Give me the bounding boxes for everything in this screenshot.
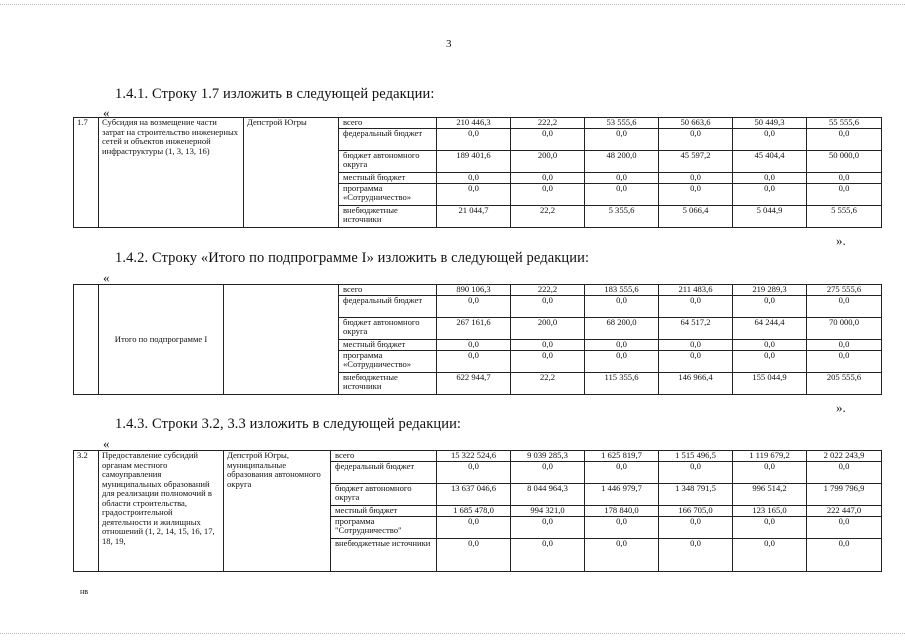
value-cell: 55 555,6 xyxy=(807,118,882,129)
value-cell: 0,0 xyxy=(437,350,511,372)
value-cell: 5 044,9 xyxy=(733,205,807,227)
value-cell: 0,0 xyxy=(807,339,882,350)
value-cell: 155 044,9 xyxy=(733,372,807,394)
value-cell: 0,0 xyxy=(659,538,733,571)
value-cell: 0,0 xyxy=(807,172,882,183)
funding-source: федеральный бюджет xyxy=(331,461,437,483)
value-cell: 50 449,3 xyxy=(733,118,807,129)
section-1-heading: 1.4.1. Строку 1.7 изложить в следующей редакции: xyxy=(115,86,435,102)
value-cell: 200,0 xyxy=(511,317,585,339)
value-cell: 0,0 xyxy=(511,350,585,372)
value-cell: 0,0 xyxy=(733,183,807,205)
value-cell: 13 637 046,6 xyxy=(437,483,511,505)
section-1-open-quote: « xyxy=(103,105,110,120)
funding-source: местный бюджет xyxy=(339,172,437,183)
value-cell: 22,2 xyxy=(511,205,585,227)
section-1-table xyxy=(73,117,882,228)
page-number: 3 xyxy=(446,38,452,50)
table-row xyxy=(74,118,882,129)
value-cell: 0,0 xyxy=(659,461,733,483)
value-cell: 0,0 xyxy=(659,183,733,205)
funding-source: бюджет автономного округа xyxy=(331,483,437,505)
value-cell: 0,0 xyxy=(585,128,659,150)
value-cell: 0,0 xyxy=(585,538,659,571)
value-cell: 146 966,4 xyxy=(659,372,733,394)
value-cell: 5 555,6 xyxy=(807,205,882,227)
value-cell: 0,0 xyxy=(437,295,511,317)
section-1-close-mark: ». xyxy=(836,233,846,248)
section-3-open-quote: « xyxy=(103,436,110,451)
value-cell: 2 022 243,9 xyxy=(807,451,882,462)
value-cell: 996 514,2 xyxy=(733,483,807,505)
value-cell: 0,0 xyxy=(807,128,882,150)
value-cell: 0,0 xyxy=(733,128,807,150)
value-cell: 1 625 819,7 xyxy=(585,451,659,462)
value-cell: 183 555,6 xyxy=(585,285,659,296)
value-cell: 15 322 524,6 xyxy=(437,451,511,462)
event-name: Субсидия на возмещение части затрат на строительство инженерных сетей и объектов инженерной инфраструктуры (1, 3, 13, 16) xyxy=(99,118,244,228)
value-cell: 1 515 496,5 xyxy=(659,451,733,462)
value-cell: 622 944,7 xyxy=(437,372,511,394)
funding-source: федеральный бюджет xyxy=(339,295,437,317)
table-row xyxy=(74,285,882,296)
value-cell: 0,0 xyxy=(807,516,882,538)
value-cell: 0,0 xyxy=(511,339,585,350)
value-cell: 1 799 796,9 xyxy=(807,483,882,505)
value-cell: 0,0 xyxy=(659,128,733,150)
value-cell: 222,2 xyxy=(511,118,585,129)
value-cell: 0,0 xyxy=(511,172,585,183)
value-cell: 890 106,3 xyxy=(437,285,511,296)
value-cell: 64 244,4 xyxy=(733,317,807,339)
value-cell: 0,0 xyxy=(659,339,733,350)
value-cell: 0,0 xyxy=(437,461,511,483)
section-3-table xyxy=(73,450,882,572)
executor-empty xyxy=(224,285,339,395)
funding-source: всего xyxy=(339,118,437,129)
value-cell: 48 200,0 xyxy=(585,150,659,172)
value-cell: 0,0 xyxy=(511,538,585,571)
value-cell: 0,0 xyxy=(437,128,511,150)
value-cell: 0,0 xyxy=(585,339,659,350)
funding-source: бюджет автономного округа xyxy=(339,317,437,339)
value-cell: 275 555,6 xyxy=(807,285,882,296)
funding-source: всего xyxy=(339,285,437,296)
section-2-table xyxy=(73,284,882,395)
value-cell: 70 000,0 xyxy=(807,317,882,339)
value-cell: 222 447,0 xyxy=(807,505,882,516)
value-cell: 200,0 xyxy=(511,150,585,172)
value-cell: 115 355,6 xyxy=(585,372,659,394)
value-cell: 0,0 xyxy=(511,295,585,317)
section-2-heading: 1.4.2. Строку «Итого по подпрограмме I» изложить в следующей редакции: xyxy=(115,250,590,266)
table-row xyxy=(74,451,882,462)
value-cell: 53 555,6 xyxy=(585,118,659,129)
value-cell: 0,0 xyxy=(659,172,733,183)
value-cell: 0,0 xyxy=(659,516,733,538)
value-cell: 68 200,0 xyxy=(585,317,659,339)
value-cell: 0,0 xyxy=(733,339,807,350)
value-cell: 0,0 xyxy=(733,295,807,317)
funding-source: программа "Сотрудничество" xyxy=(331,516,437,538)
funding-source: внебюджетные источники xyxy=(339,205,437,227)
value-cell: 0,0 xyxy=(511,128,585,150)
value-cell: 0,0 xyxy=(807,183,882,205)
value-cell: 0,0 xyxy=(585,350,659,372)
value-cell: 21 044,7 xyxy=(437,205,511,227)
value-cell: 45 597,2 xyxy=(659,150,733,172)
value-cell: 1 348 791,5 xyxy=(659,483,733,505)
value-cell: 211 483,6 xyxy=(659,285,733,296)
value-cell: 994 321,0 xyxy=(511,505,585,516)
value-cell: 50 000,0 xyxy=(807,150,882,172)
value-cell: 0,0 xyxy=(585,516,659,538)
funding-source: бюджет автономного округа xyxy=(339,150,437,172)
value-cell: 0,0 xyxy=(659,295,733,317)
value-cell: 5 066,4 xyxy=(659,205,733,227)
value-cell: 0,0 xyxy=(585,295,659,317)
value-cell: 123 165,0 xyxy=(733,505,807,516)
section-2-close-mark: ». xyxy=(836,400,846,415)
section-3-heading: 1.4.3. Строки 3.2, 3.3 изложить в следующей редакции: xyxy=(115,416,462,432)
value-cell: 0,0 xyxy=(733,461,807,483)
value-cell: 5 355,6 xyxy=(585,205,659,227)
value-cell: 8 044 964,3 xyxy=(511,483,585,505)
value-cell: 1 685 478,0 xyxy=(437,505,511,516)
executor: Депстрой Югры xyxy=(244,118,339,228)
funding-source: программа «Сотрудничество» xyxy=(339,350,437,372)
scan-edge-bottom xyxy=(0,633,905,634)
funding-source: местный бюджет xyxy=(331,505,437,516)
value-cell: 205 555,6 xyxy=(807,372,882,394)
value-cell: 219 289,3 xyxy=(733,285,807,296)
value-cell: 1 119 679,2 xyxy=(733,451,807,462)
executor: Депстрой Югры, муниципальные образования автономного округа xyxy=(224,451,331,572)
funding-source: внебюджетные источники xyxy=(331,538,437,571)
funding-source: всего xyxy=(331,451,437,462)
value-cell: 0,0 xyxy=(437,538,511,571)
value-cell: 0,0 xyxy=(511,516,585,538)
funding-source: местный бюджет xyxy=(339,339,437,350)
funding-source: федеральный бюджет xyxy=(339,128,437,150)
value-cell: 0,0 xyxy=(437,172,511,183)
value-cell: 22,2 xyxy=(511,372,585,394)
value-cell: 0,0 xyxy=(733,172,807,183)
total-label: Итого по подпрограмме I xyxy=(99,285,224,395)
value-cell: 0,0 xyxy=(733,350,807,372)
value-cell: 1 446 979,7 xyxy=(585,483,659,505)
value-cell: 0,0 xyxy=(807,350,882,372)
value-cell: 210 446,3 xyxy=(437,118,511,129)
value-cell: 0,0 xyxy=(585,461,659,483)
section-2-open-quote: « xyxy=(103,270,110,285)
value-cell: 0,0 xyxy=(511,461,585,483)
scan-edge-top xyxy=(0,4,905,5)
row-number: 1.7 xyxy=(74,118,99,228)
value-cell: 0,0 xyxy=(437,339,511,350)
value-cell: 189 401,6 xyxy=(437,150,511,172)
value-cell: 0,0 xyxy=(511,183,585,205)
value-cell: 0,0 xyxy=(733,516,807,538)
value-cell: 64 517,2 xyxy=(659,317,733,339)
funding-source: внебюджетные источники xyxy=(339,372,437,394)
value-cell: 0,0 xyxy=(585,172,659,183)
value-cell: 50 663,6 xyxy=(659,118,733,129)
value-cell: 222,2 xyxy=(511,285,585,296)
row-number: 3.2 xyxy=(74,451,99,572)
value-cell: 166 705,0 xyxy=(659,505,733,516)
value-cell: 267 161,6 xyxy=(437,317,511,339)
footer-note: нв xyxy=(80,587,89,596)
value-cell: 0,0 xyxy=(807,461,882,483)
value-cell: 178 840,0 xyxy=(585,505,659,516)
value-cell: 0,0 xyxy=(807,295,882,317)
value-cell: 0,0 xyxy=(437,183,511,205)
value-cell: 0,0 xyxy=(807,538,882,571)
funding-source: программа «Сотрудничество» xyxy=(339,183,437,205)
value-cell: 0,0 xyxy=(437,516,511,538)
value-cell: 0,0 xyxy=(659,350,733,372)
row-number-empty xyxy=(74,285,99,395)
event-name: Предоставление субсидий органам местного самоуправления муниципальных образований для реализации полномочий в области строительства, градостроительной деятельности и жилищных отношений (1, 2, 14, 15, 16, 17, 18, 19, xyxy=(99,451,224,572)
value-cell: 45 404,4 xyxy=(733,150,807,172)
value-cell: 0,0 xyxy=(585,183,659,205)
value-cell: 0,0 xyxy=(733,538,807,571)
value-cell: 9 039 285,3 xyxy=(511,451,585,462)
